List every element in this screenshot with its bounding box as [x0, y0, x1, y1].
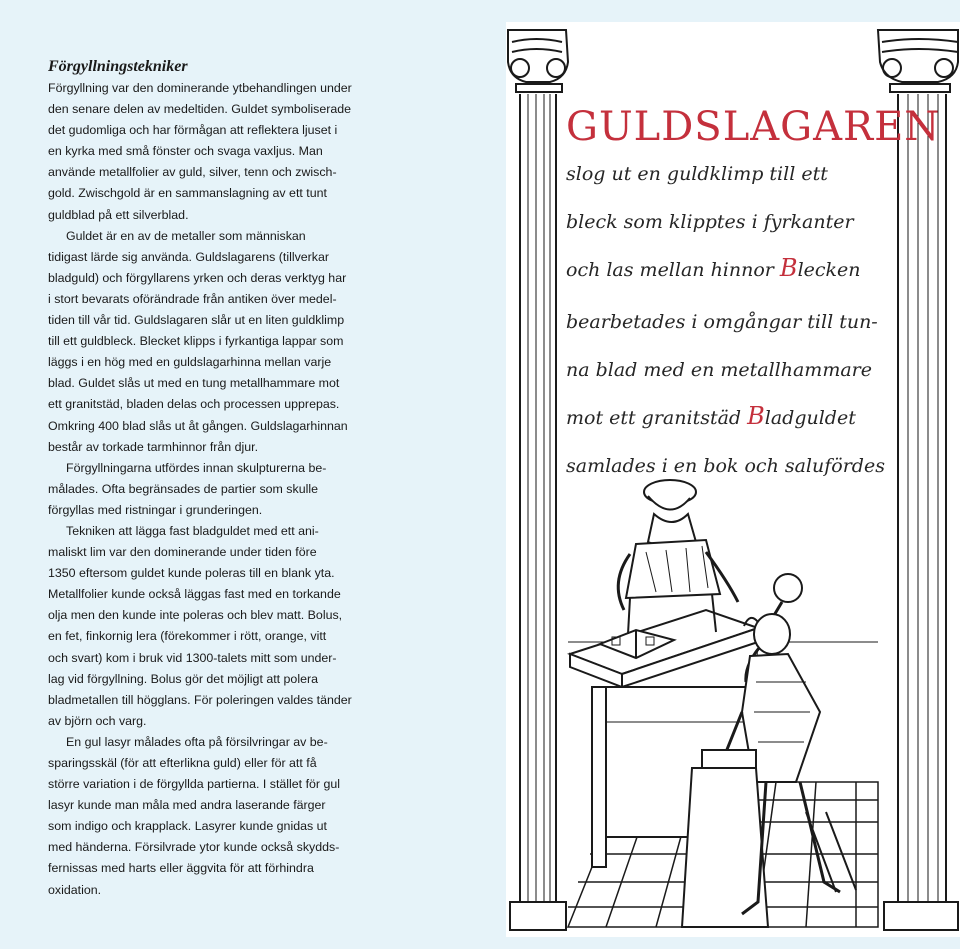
text-line: maliskt lim var den dominerande under tiden före — [48, 545, 317, 560]
paragraph — [48, 458, 378, 521]
caption-line-3 — [566, 254, 861, 282]
text-line: som indigo och krapplack. Lasyrer kunde gnidas ut — [48, 819, 327, 834]
caption-line-2: bleck som klipptes i fyrkanter — [566, 211, 854, 233]
text-line: med händerna. Försilvrade ytor kunde också skydds- — [48, 840, 340, 855]
caption-line-6-start: mot ett granitstäd — [566, 407, 748, 429]
text-line: förgyllas med ristningar i grunderingen. — [48, 502, 263, 517]
illustration-heading: GULDSLAGAREN — [566, 104, 941, 150]
text-line: fernissas med harts eller äggvita för att förhindra — [48, 861, 314, 876]
text-line: gold. Zwischgold är en sammanslagning av ett tunt — [48, 186, 327, 201]
text-line: bladguld) och förgyllarens yrken och deras verktyg har — [48, 270, 347, 285]
anvil-block — [702, 750, 756, 768]
text-line: 1350 eftersom guldet kunde poleras till en blank yta. — [48, 566, 335, 581]
text-line: av björn och varg. — [48, 713, 147, 728]
text-line: läggs i en hög med en guldslagarhinna mellan varje — [48, 355, 332, 370]
goldbeater-woodcut — [506, 22, 960, 937]
text-line: lasyr kunde man måla med andra laserande färger — [48, 798, 326, 813]
caption-line-3-start: och las mellan hinnor — [566, 259, 780, 281]
caption-line-4: bearbetades i omgångar till tun- — [566, 311, 878, 333]
text-line: till ett guldbleck. Blecket klipps i fyrkantiga lappar som — [48, 334, 344, 349]
text-line: Omkring 400 blad slås ut åt gången. Guldslagarhinnan — [48, 418, 348, 433]
text-line: använde metallfolier av guld, silver, tenn och zwisch- — [48, 165, 337, 180]
text-line: målades. Ofta begränsades de partier som skulle — [48, 481, 318, 496]
text-line: Förgyllningarna utfördes innan skulpturerna be- — [66, 460, 327, 475]
text-line: tidigast lärde sig använda. Guldslagarens (tillverkar — [48, 249, 329, 264]
woodcut-illustration — [506, 22, 960, 937]
section-title: Förgyllningstekniker — [48, 58, 188, 75]
text-line: blad. Guldet slås ut med en tung metallhammare mot — [48, 376, 340, 391]
caption-line-6 — [566, 402, 856, 430]
text-line: En gul lasyr målades ofta på försilvringar av be- — [66, 734, 328, 749]
text-line: större variation i de förgyllda partierna. I stället för gul — [48, 777, 341, 792]
caption-line-3-end: lecken — [797, 259, 861, 281]
text-line: lag vid förgyllning. Bolus gör det möjligt att polera — [48, 671, 318, 686]
text-line: består av torkade tarmhinnor från djur. — [48, 439, 259, 454]
text-line: Guldet är en av de metaller som människan — [66, 228, 306, 243]
paragraph — [48, 78, 378, 226]
caption-initial-b-1: B — [779, 254, 798, 282]
text-line: Förgyllning var den dominerande ytbehandlingen under — [48, 81, 352, 95]
text-line: bladmetallen till högglans. För poleringen valdes tänder — [48, 692, 352, 707]
text-line: olja men den kunde inte poleras och blev matt. Bolus, — [48, 608, 343, 623]
text-line: oxidation. — [48, 882, 102, 897]
caption-line-6-end: ladguldet — [764, 407, 856, 429]
paragraph — [48, 226, 378, 458]
caption-line-1: slog ut en guldklimp till ett — [566, 163, 828, 185]
text-line: Tekniken att lägga fast bladguldet med ett ani- — [66, 523, 319, 538]
text-line: den senare delen av medeltiden. Guldet symboliserade — [48, 102, 352, 117]
text-line: ett granitstäd, bladen delas och processen upprepas. — [48, 397, 340, 412]
caption-line-5: na blad med en metallhammare — [566, 359, 872, 381]
text-line: guldblad på ett silverblad. — [48, 207, 189, 222]
text-line: i stort bevarats oförändrade från antiken över medel- — [48, 291, 337, 306]
text-line: en kyrka med små fönster och svaga vaxljus. Man — [48, 144, 323, 159]
text-line: och svart) kom i bruk vid 1300-talets mitt som under- — [48, 650, 337, 665]
paragraph — [48, 732, 378, 901]
paragraph — [48, 521, 378, 732]
text-line: tiden till vår tid. Guldslagaren slår ut en liten guldklimp — [48, 313, 345, 328]
text-line: sparingsskäl (för att efterlikna guld) eller för att få — [48, 756, 317, 770]
text-line: det gudomliga och har förmågan att reflektera ljuset i — [48, 123, 338, 138]
article-body — [48, 78, 378, 901]
hammer-icon — [774, 574, 802, 602]
text-line: Metallfolier kunde också läggas fast med en torkande — [48, 587, 341, 602]
caption-initial-b-2: B — [747, 402, 765, 430]
caption-line-7: samlades i en bok och salufördes — [566, 455, 885, 477]
text-line: en fet, finkornig lera (förekommer i rött, orange, vitt — [48, 629, 327, 644]
article-column — [48, 56, 378, 901]
